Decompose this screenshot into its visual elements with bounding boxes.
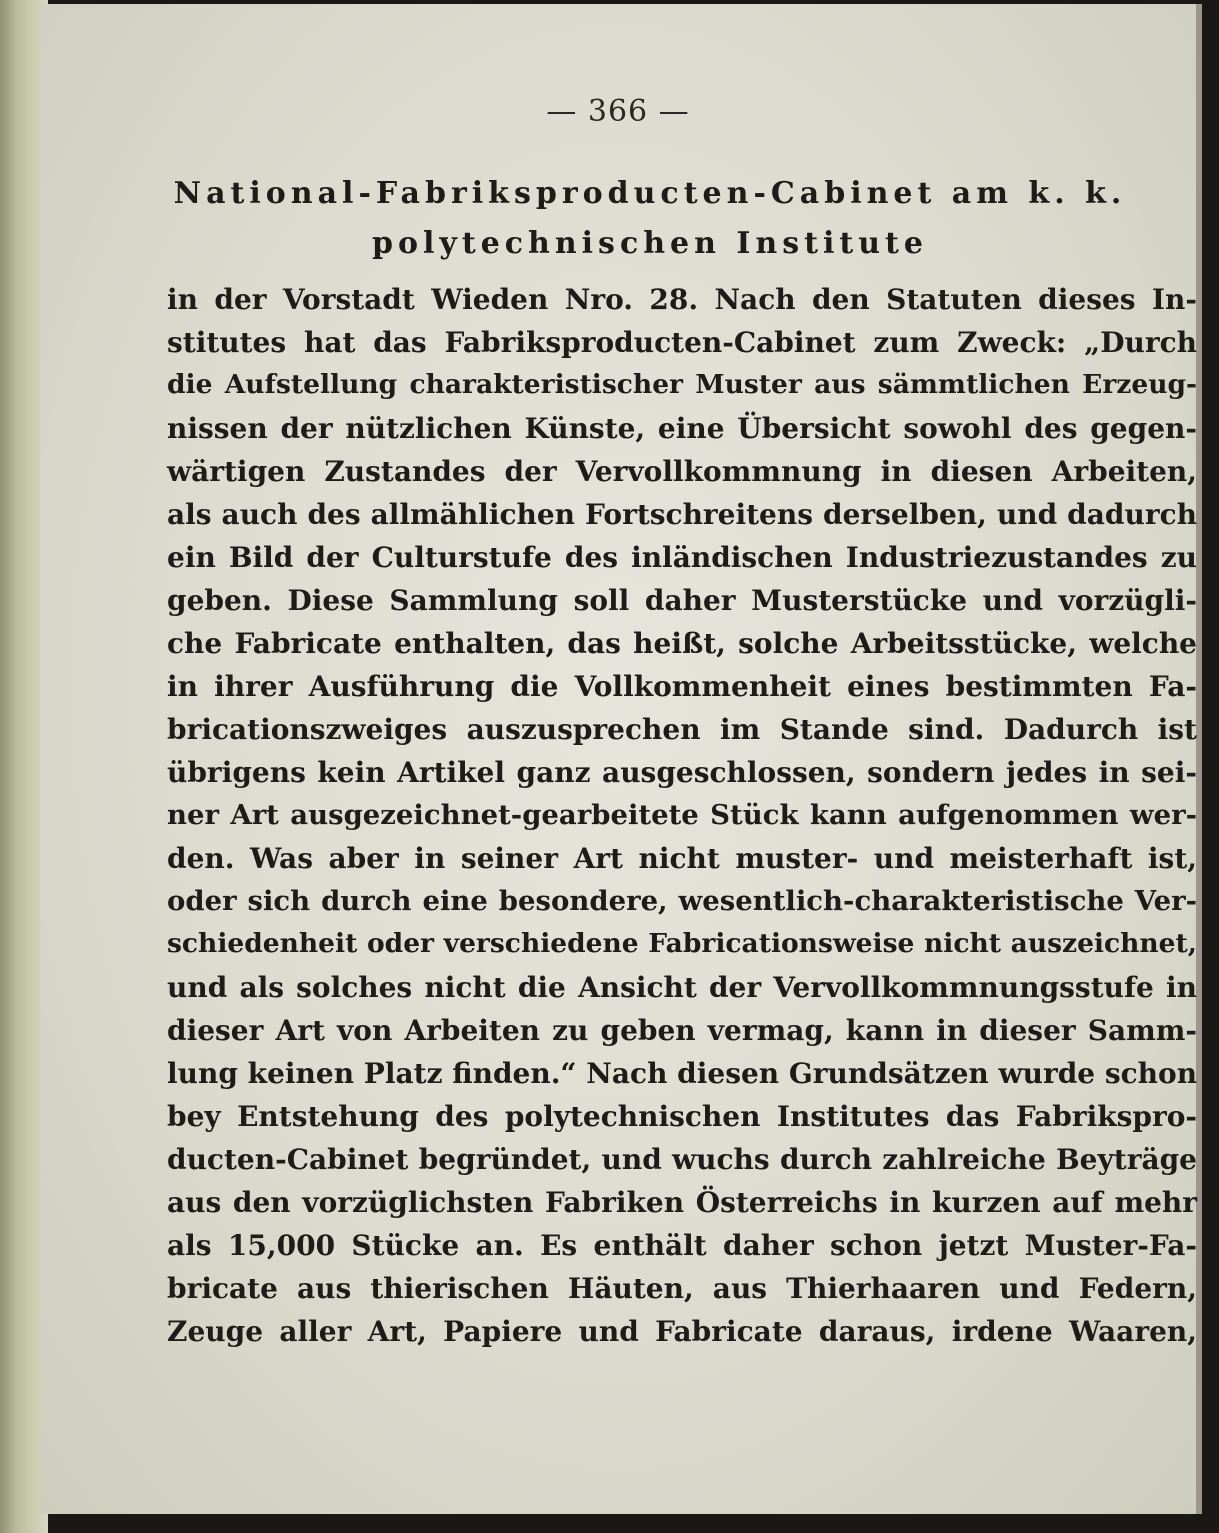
text-line: ner Art ausgezeichnet-gearbeitete Stück kann aufgenommen wer- — [167, 799, 1197, 831]
text-line: aus den vorzüglichsten Fabriken Österreichs in kurzen auf mehr — [167, 1186, 1197, 1219]
text-line: che Fabricate enthalten, das heißt, solche Arbeitsstücke, welche — [167, 627, 1197, 660]
text-line: oder sich durch eine besondere, wesentlich-charakteristische Ver- — [167, 885, 1197, 917]
text-line: die Aufstellung charakteristischer Muster aus sämmtlichen Erzeug- — [167, 369, 1197, 400]
text-line: bricationszweiges auszusprechen im Stande sind. Dadurch ist — [167, 713, 1197, 746]
text-line: als auch des allmählichen Fortschreitens derselben, und dadurch — [167, 498, 1197, 531]
text-line: stitutes hat das Fabriksproducten-Cabinet zum Zweck: „Durch — [167, 326, 1197, 359]
text-line: als 15,000 Stücke an. Es enthält daher schon jetzt Muster-Fa- — [167, 1229, 1197, 1262]
section-heading-line-2: polytechnischen Institute — [372, 226, 928, 261]
text-line: dieser Art von Arbeiten zu geben vermag, kann in dieser Samm- — [167, 1014, 1197, 1047]
text-line: in ihrer Ausführung die Vollkommenheit eines bestimmten Fa- — [167, 670, 1197, 703]
text-line: ein Bild der Culturstufe des inländischen Industriezustandes zu — [167, 541, 1197, 574]
text-line: bey Entstehung des polytechnischen Institutes das Fabrikspro- — [167, 1100, 1197, 1133]
text-line: nissen der nützlichen Künste, eine Übersicht sowohl des gegen- — [167, 412, 1197, 445]
book-page — [40, 4, 1202, 1514]
text-line: bricate aus thierischen Häuten, aus Thierhaaren und Federn, — [167, 1272, 1197, 1305]
text-line: übrigens kein Artikel ganz ausgeschlossen, sondern jedes in sei- — [167, 756, 1197, 789]
page-number: — 366 — — [546, 94, 690, 129]
text-line: und als solches nicht die Ansicht der Vervollkommnungsstufe in — [167, 971, 1197, 1004]
text-line: lung keinen Platz finden.“ Nach diesen Grundsätzen wurde schon — [167, 1057, 1198, 1090]
text-line: in der Vorstadt Wieden Nro. 28. Nach den Statuten dieses In- — [167, 283, 1197, 316]
text-line: den. Was aber in seiner Art nicht muster- und meisterhaft ist, — [167, 842, 1197, 875]
text-line: wärtigen Zustandes der Vervollkommnung in diesen Arbeiten, — [167, 455, 1197, 488]
section-heading-line-1: National-Fabriksproducten-Cabinet am k. k. — [173, 176, 1127, 211]
text-line: ducten-Cabinet begründet, und wuchs durch zahlreiche Beyträge — [167, 1143, 1197, 1176]
text-line: geben. Diese Sammlung soll daher Musterstücke und vorzügli- — [167, 584, 1197, 617]
text-line: Zeuge aller Art, Papiere und Fabricate daraus, irdene Waaren, — [167, 1315, 1197, 1348]
text-line: schiedenheit oder verschiedene Fabricationsweise nicht auszeichnet, — [167, 928, 1197, 959]
